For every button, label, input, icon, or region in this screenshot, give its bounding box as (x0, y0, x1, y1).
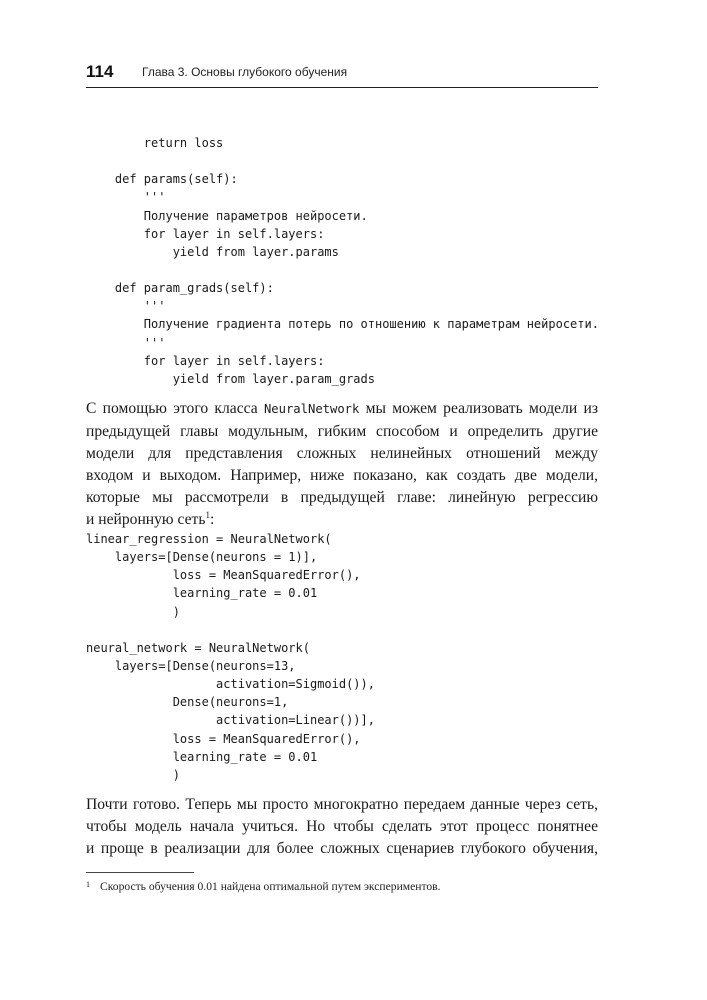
paragraph-almost-ready (86, 794, 598, 860)
footnote-reference[interactable]: 1 (205, 509, 210, 520)
paragraph-line: чтобы модель начала учиться. Но чтобы сделать этот процесс понятнее (86, 817, 598, 835)
code-line: loss = MeanSquaredError(), (86, 731, 361, 746)
code-line: neural_network = NeuralNetwork( (86, 640, 310, 655)
paragraph-text: и нейронную сеть (86, 510, 206, 528)
code-line: activation=Sigmoid()), (86, 677, 375, 692)
code-line: ''' (86, 190, 166, 205)
paragraph-line: Почти готово. Теперь мы просто многократно передаем данные через сеть, (86, 796, 598, 813)
page-number: 114 (86, 62, 114, 81)
paragraph-line: и проще в реализации для более сложных сценариев глубокого обучения, (86, 839, 598, 857)
code-line: yield from layer.param_grads (86, 371, 375, 386)
code-line: layers=[Dense(neurons=13, (86, 658, 296, 673)
code-line: linear_regression = NeuralNetwork( (86, 532, 332, 546)
footnote-marker: 1 (86, 880, 90, 889)
code-line (86, 261, 599, 279)
code-line (86, 621, 375, 639)
code-line: def param_grads(self): (86, 281, 274, 296)
header-rule (86, 87, 598, 88)
paragraph-line: модели для представления сложных нелинейных отношений между (86, 444, 598, 462)
code-line: layers=[Dense(neurons = 1)], (86, 550, 318, 565)
paragraph-neuralnetwork-class (86, 398, 598, 530)
code-line: ) (86, 604, 180, 619)
code-line: learning_rate = 0.01 (86, 586, 318, 601)
code-line: activation=Linear())], (86, 713, 375, 728)
code-line (86, 152, 599, 170)
code-line: ) (86, 767, 180, 782)
running-header (86, 60, 598, 90)
paragraph-line: предыдущей главы модульным, гибким способом и определить другие (86, 422, 598, 440)
code-line: ''' (86, 299, 166, 314)
code-line: return loss (86, 136, 224, 150)
paragraph-line (86, 509, 598, 531)
paragraph-text: мы можем реализовать модели из (359, 400, 598, 417)
chapter-title: Глава 3. Основы глубокого обучения (142, 65, 348, 79)
code-line: for layer in self.layers: (86, 226, 325, 241)
code-block-network-methods (86, 134, 599, 388)
code-line: def params(self): (86, 172, 238, 187)
code-line: for layer in self.layers: (86, 353, 325, 368)
paragraph-text: : (209, 510, 215, 528)
code-line: Получение параметров нейросети. (86, 208, 368, 223)
paragraph-line (86, 398, 598, 421)
code-line: loss = MeanSquaredError(), (86, 568, 361, 583)
paragraph-text: С помощью этого класса (86, 400, 264, 417)
code-line: Получение градиента потерь по отношению к параметрам нейросети. (86, 317, 599, 332)
footnote-text: Скорость обучения 0.01 найдена оптимальной путем экспериментов. (100, 880, 441, 893)
code-line: Dense(neurons=1, (86, 695, 289, 710)
inline-code: NeuralNetwork (263, 402, 360, 416)
footnote (86, 880, 598, 893)
paragraph-line: которые мы рассмотрели в предыдущей главе: линейную регрессию (86, 488, 598, 506)
code-line: ''' (86, 335, 166, 350)
code-line: yield from layer.params (86, 244, 339, 259)
code-line: learning_rate = 0.01 (86, 749, 318, 764)
code-block-model-definitions (86, 530, 375, 784)
footnote-rule (86, 872, 194, 873)
paragraph-line: входом и выходом. Например, ниже показано, как создать две модели, (86, 466, 598, 484)
